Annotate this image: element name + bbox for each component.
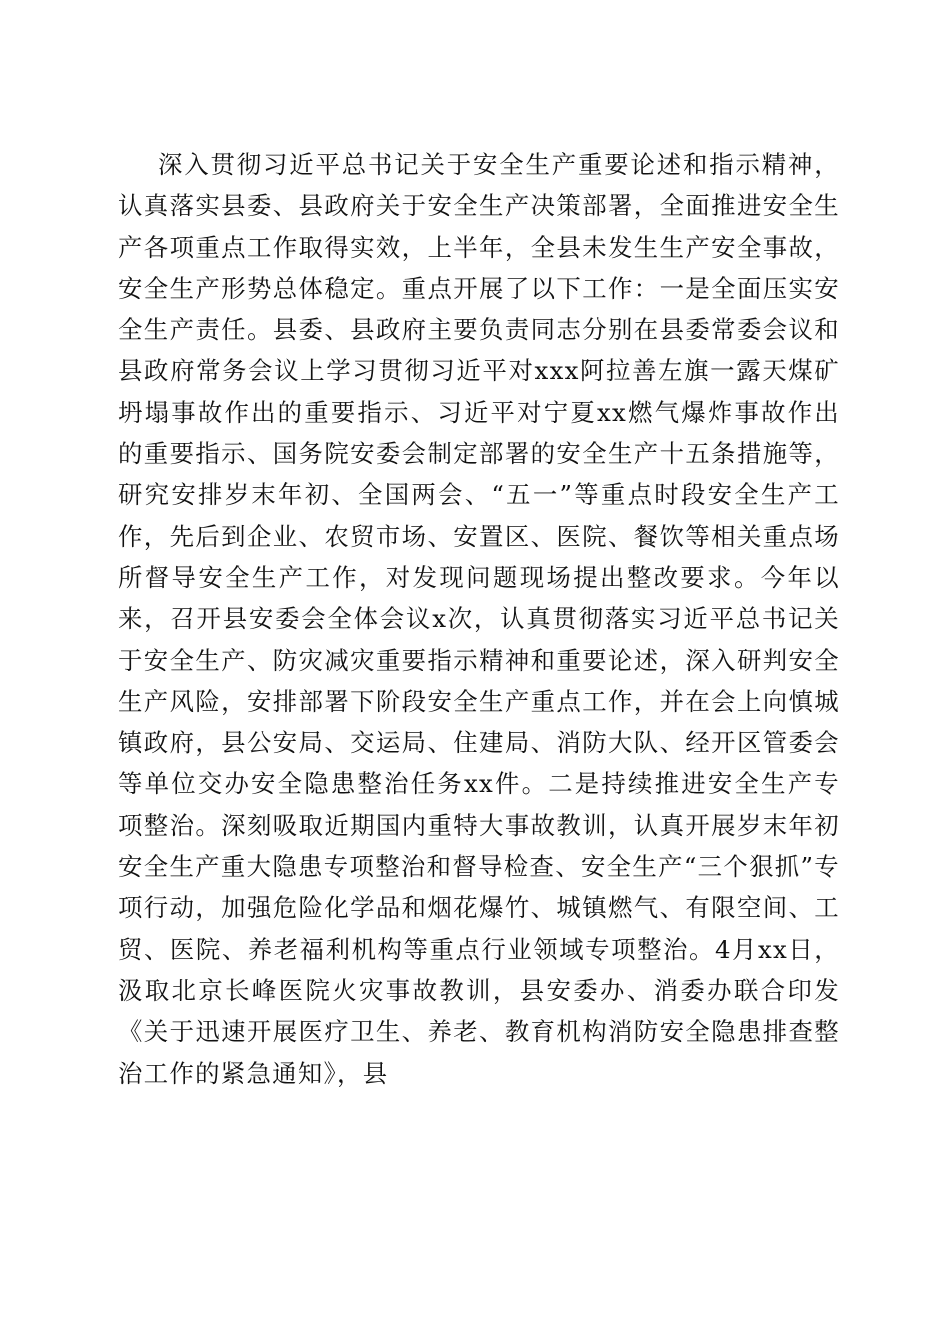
body-paragraph: 深入贯彻习近平总书记关于安全生产重要论述和指示精神，认真落实县委、县政府关于安全生产决策部署，全面推进安全生产各项重点工作取得实效，上半年，全县未发生生产安全事故，安全生产形势总体稳定。重点开展了以下工作：一是全面压实安全生产责任。县委、县政府主要负责同志分别在县委常委会议和县政府常务会议上学习贯彻习近平对xxx阿拉善左旗一露天煤矿坍塌事故作出的重要指示、习近平对宁夏xx燃气爆炸事故作出的重要指示、国务院安委会制定部署的安全生产十五条措施等，研究安排岁末年初、全国两会、“五一”等重点时段安全生产工作，先后到企业、农贸市场、安置区、医院、餐饮等相关重点场所督导安全生产工作，对发现问题现场提出整改要求。今年以来，召开县安委会全体会议x次，认真贯彻落实习近平总书记关于安全生产、防灾减灾重要指示精神和重要论述，深入研判安全生产风险，安排部署下阶段安全生产重点工作，并在会上向慎城镇政府，县公安局、交运局、住建局、消防大队、经开区管委会等单位交办安全隐患整治任务xx件。二是持续推进安全生产专项整治。深刻吸取近期国内重特大事故教训，认真开展岁末年初安全生产重大隐患专项整治和督导检查、安全生产“三个狠抓”专项行动，加强危险化学品和烟花爆竹、城镇燃气、有限空间、工贸、医院、养老福利机构等重点行业领域专项整治。4月xx日，汲取北京长峰医院火灾事故教训，县安委办、消委办联合印发《关于迅速开展医疗卫生、养老、教育机构消防安全隐患排查整治工作的紧急通知》，县 — [118, 150, 840, 1088]
